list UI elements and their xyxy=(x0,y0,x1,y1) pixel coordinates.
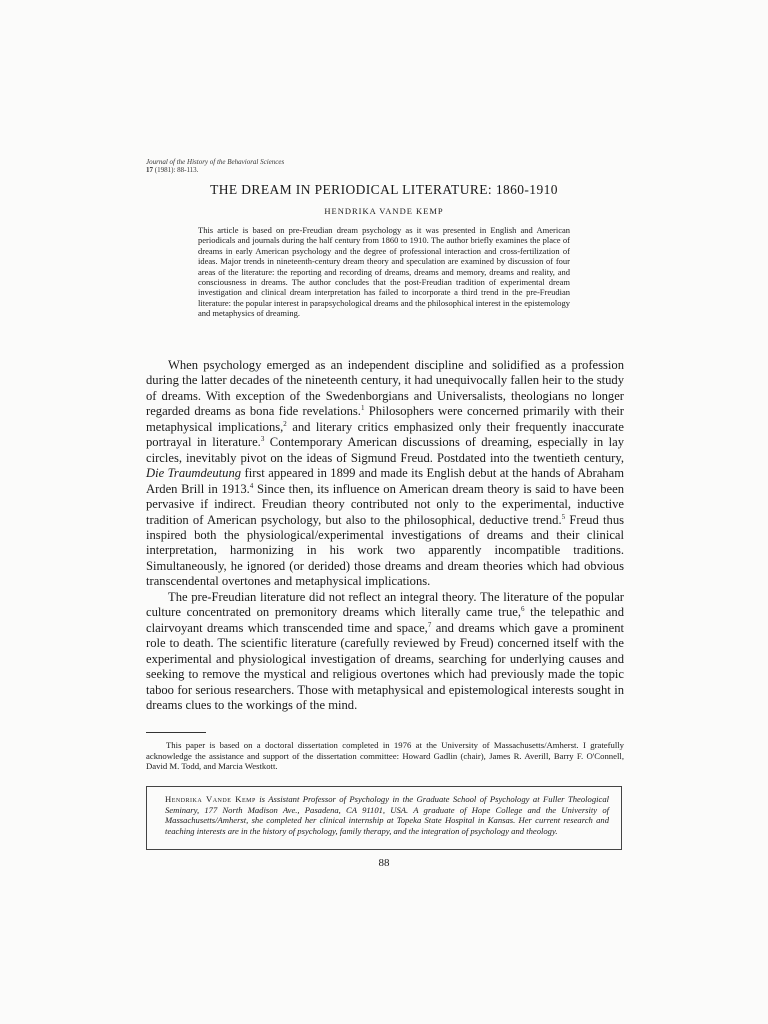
bio-author-name: Hendrika Vande Kemp xyxy=(165,794,256,804)
journal-citation xyxy=(146,158,284,174)
footnote-ref: 3 xyxy=(260,435,265,444)
article-abstract: This article is based on pre-Freudian dream psychology as it was presented in English and American periodicals and journals during the half century from 1860 to 1910. The author briefly examines the place of dreams in early American psychology and the degree of professional interaction and cross-fertilization of ideas. Major trends in nineteenth-century dream theory and speculation are examined by discussion of four areas of the literature: the reporting and recording of dreams, dreams and memory, dreams and reality, and consciousness in dreams. The author concludes that the post-Freudian tradition of experimental dream investigation and clinical dream interpretation has failed to incorporate a third trend in the pre-Freudian literature: the popular interest in parapsychological dreams and the philosophical interest in the epistemology and metaphysics of dreaming. xyxy=(198,225,570,319)
article-body xyxy=(146,358,624,713)
footnote-ref: 5 xyxy=(561,512,566,521)
book-title: Die Traumdeutung xyxy=(146,466,242,481)
article-title: THE DREAM IN PERIODICAL LITERATURE: 1860-1910 xyxy=(210,182,558,197)
footnote-ref: 2 xyxy=(283,419,287,428)
journal-volume: 17 xyxy=(146,166,153,174)
footnote-ref: 6 xyxy=(521,605,525,614)
body-paragraph-1: When psychology emerged as an independent discipline and solidified as a profession during the latter decades of the nineteenth century, it had unequivocally fallen heir to the study of dreams. With exception of the Swedenborgians and Universalists, theologians no longer regarded dreams as bona fide revelations.$^1$ Philosophers were concerned primarily with their metaphysical implications,$^2$ and literary critics emphasized only their frequently inaccurate portrayal in literature.$^3$ Contemporary American discussions of dreaming, especially in lay circles, inevitably pivot on the ideas of Sigmund Freud. Postdated into the twentieth century, Die Traumdeutung first appeared in 1899 and made its English debut at the hands of Abraham Arden Brill in 1913.$^4$ Since then, its influence on American dream theory is said to have been pervasive if indirect. Freudian theory contributed not only to the experimental, inductive tradition of American psychology, but also to the philosophical, deductive trend.$^5$ Freud thus inspired both the physiological/experimental investigations of dreams and their clinical interpretation, harmonizing in his work two apparently incompatible traditions. Simultaneously, he ignored (or derided) those dreams and dream theories which had obvious transcendental overtones and metaphysical implications. xyxy=(146,358,625,589)
author-bio-box xyxy=(146,786,622,850)
bio-text: is Assistant Professor of Psychology in the Graduate School of Psychology at Fuller Theological Seminary, 177 North Madison Ave., Pasadena, CA 91101, USA. A graduate of Hope College and the University of Massachusetts/Amherst, she completed her clinical internship at Topeka State Hospital in Kansas. Her current research and teaching interests are in the history of psychology, family therapy, and the integration of psychology and theology. xyxy=(165,794,609,836)
journal-year-pages: (1981): 88-113. xyxy=(153,166,199,174)
footnote xyxy=(146,740,624,772)
footnote-ref: 4 xyxy=(249,481,254,490)
journal-name: Journal of the History of the Behavioral Sciences xyxy=(146,158,285,166)
footnote-ref: 7 xyxy=(427,620,432,629)
footnote-text: This paper is based on a doctoral dissertation completed in 1976 at the University of Massachusetts/Amherst. I gratefully acknowledge the assistance and support of the dissertation committee: Howard Gadlin (chair), James R. Averill, Barry F. O'Connell, David M. Todd, and Marcia Westkott. xyxy=(146,740,624,771)
footnote-ref: 1 xyxy=(360,404,365,413)
page-number: 88 xyxy=(378,857,390,869)
article-author: HENDRIKA VANDE KEMP xyxy=(324,206,444,216)
body-paragraph-2: The pre-Freudian literature did not reflect an integral theory. The literature of the popular culture concentrated on premonitory dreams which literally came true,$^6$ the telepathic and clairvoyant dreams which transcended time and space,$^7$ and dreams which gave a prominent role to death. The scientific literature (carefully reviewed by Freud) concerned itself with the experimental and physiological investigation of dreams, searching for underlying causes and seeking to remove the mystical and religious overtones which had previously made the topic taboo for serious researchers. Those with metaphysical and epistemological interests sought in dreams clues to the workings of the mind. xyxy=(146,589,624,712)
footnote-divider xyxy=(146,732,206,733)
